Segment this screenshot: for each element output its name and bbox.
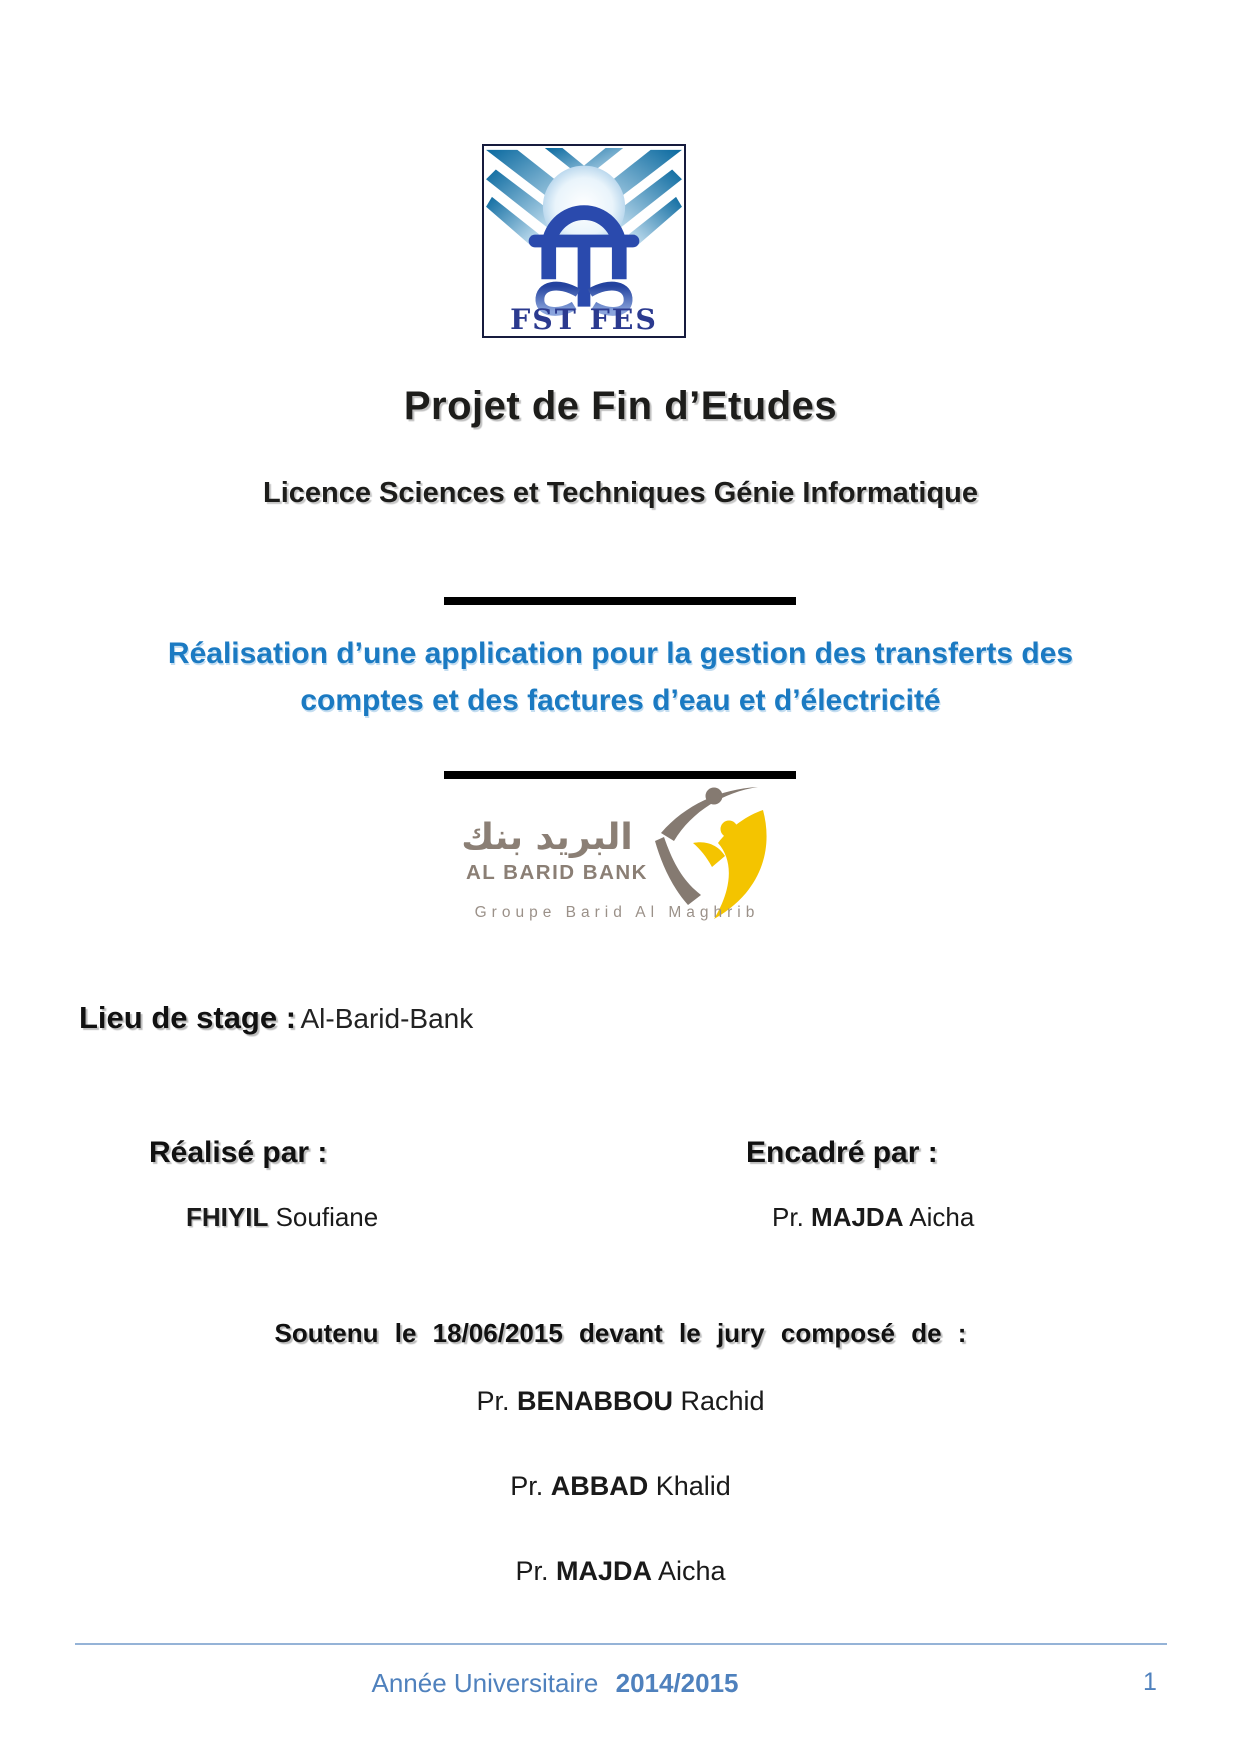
project-title-line1: Réalisation d’une application pour la gestion des transferts des	[167, 637, 1074, 670]
footer-divider	[75, 1643, 1167, 1645]
page-title: Projet de Fin d’Etudes	[403, 384, 838, 428]
footer-academic-year	[0, 1668, 1110, 1699]
supervised-by-label: Encadré par :	[746, 1136, 938, 1169]
realized-by-name	[186, 1202, 378, 1233]
realized-by-label: Réalisé par :	[149, 1136, 328, 1169]
student-last-name: FHIYIL	[186, 1202, 269, 1232]
jury-first-name: Aicha	[658, 1556, 726, 1586]
bank-group-name: Groupe Barid Al Maghrib	[474, 904, 760, 921]
jury-member-row	[0, 1556, 1241, 1587]
jury-title: Pr.	[510, 1471, 544, 1501]
bank-latin-name: AL BARID BANK	[466, 861, 648, 884]
internship-location-label: Lieu de stage :	[79, 1000, 297, 1035]
jury-last-name: ABBAD	[550, 1471, 649, 1501]
project-title-line2: comptes et des factures d’eau et d’électricité	[300, 684, 941, 717]
supervisor-last-name: MAJDA	[811, 1202, 904, 1232]
student-first-name: Soufiane	[275, 1202, 379, 1232]
page-number: 1	[1143, 1668, 1157, 1696]
jury-first-name: Khalid	[655, 1471, 731, 1501]
al-barid-bank-logo-graphic	[462, 783, 772, 925]
al-barid-bank-logo	[462, 783, 772, 925]
internship-location	[79, 1000, 473, 1036]
realized-by-block	[149, 1136, 378, 1233]
jury-title: Pr.	[515, 1556, 549, 1586]
separator-line-top	[444, 597, 796, 605]
project-title	[0, 630, 1241, 724]
fst-fes-logo	[482, 144, 686, 338]
jury-last-name: BENABBOU	[516, 1386, 673, 1416]
fst-logo-caption: FST FES	[510, 302, 658, 336]
jury-last-name: MAJDA	[555, 1556, 652, 1586]
footer-academic-year-label: Année Universitaire	[371, 1668, 599, 1698]
page-subtitle: Licence Sciences et Techniques Génie Informatique	[262, 477, 979, 509]
footer-academic-year-value: 2014/2015	[615, 1668, 739, 1698]
separator-line-bottom	[444, 771, 796, 779]
fst-fes-logo-graphic	[484, 146, 684, 336]
jury-member-row	[0, 1471, 1241, 1502]
supervisor-first-name: Aicha	[909, 1202, 975, 1232]
jury-member-row	[0, 1386, 1241, 1417]
al-barid-bank-emblem	[655, 787, 767, 919]
defense-statement: Soutenu le 18/06/2015 devant le jury composé de :	[274, 1318, 967, 1348]
jury-first-name: Rachid	[680, 1386, 765, 1416]
supervised-by-block	[746, 1136, 974, 1233]
fst-logo-rays	[486, 148, 682, 248]
bank-arabic-name: البريد بنك	[462, 817, 633, 858]
supervisor-title: Pr.	[772, 1202, 804, 1232]
jury-title: Pr.	[476, 1386, 510, 1416]
supervised-by-name	[772, 1202, 974, 1233]
internship-location-value: Al-Barid-Bank	[300, 1003, 474, 1034]
